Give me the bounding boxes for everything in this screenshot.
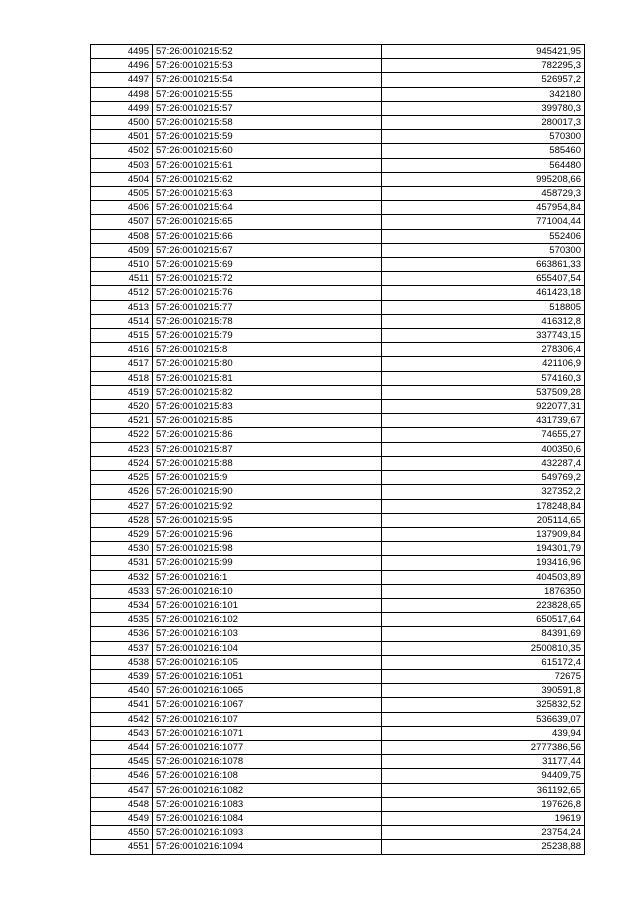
- row-number-cell: 4534: [91, 598, 153, 612]
- cadastral-number-cell: 57:26:0010216:104: [153, 641, 382, 655]
- cadastral-number-cell: 57:26:0010215:8: [153, 343, 382, 357]
- table-row: [91, 684, 585, 698]
- table-row: [91, 300, 585, 314]
- table-row: [91, 797, 585, 811]
- value-cell: 549769,2: [382, 471, 585, 485]
- value-cell: 337743,15: [382, 329, 585, 343]
- cadastral-number-cell: 57:26:0010215:67: [153, 243, 382, 257]
- cadastral-number-cell: 57:26:0010215:64: [153, 201, 382, 215]
- row-number-cell: 4520: [91, 400, 153, 414]
- table-row: [91, 769, 585, 783]
- table-row: [91, 329, 585, 343]
- value-cell: 193416,96: [382, 556, 585, 570]
- value-cell: 137909,84: [382, 527, 585, 541]
- row-number-cell: 4513: [91, 300, 153, 314]
- cadastral-number-cell: 57:26:0010215:87: [153, 442, 382, 456]
- cadastral-number-cell: 57:26:0010215:79: [153, 329, 382, 343]
- value-cell: 570300: [382, 130, 585, 144]
- value-cell: 564480: [382, 158, 585, 172]
- table-row: [91, 499, 585, 513]
- value-cell: 536639,07: [382, 712, 585, 726]
- row-number-cell: 4518: [91, 371, 153, 385]
- row-number-cell: 4516: [91, 343, 153, 357]
- cadastral-number-cell: 57:26:0010215:86: [153, 428, 382, 442]
- row-number-cell: 4522: [91, 428, 153, 442]
- table-row: [91, 712, 585, 726]
- table-row: [91, 385, 585, 399]
- value-cell: 431739,67: [382, 414, 585, 428]
- table-row: [91, 272, 585, 286]
- cadastral-number-cell: 57:26:0010215:66: [153, 229, 382, 243]
- table-row: [91, 755, 585, 769]
- row-number-cell: 4511: [91, 272, 153, 286]
- table-row: [91, 698, 585, 712]
- cadastral-number-cell: 57:26:0010215:82: [153, 385, 382, 399]
- value-cell: 223828,65: [382, 598, 585, 612]
- value-cell: 518805: [382, 300, 585, 314]
- value-cell: 2777386,56: [382, 740, 585, 754]
- cadastral-number-cell: 57:26:0010215:76: [153, 286, 382, 300]
- cadastral-number-cell: 57:26:0010215:57: [153, 101, 382, 115]
- value-cell: 922077,31: [382, 400, 585, 414]
- table-row: [91, 726, 585, 740]
- table-row: [91, 172, 585, 186]
- cadastral-number-cell: 57:26:0010215:52: [153, 45, 382, 59]
- table-row: [91, 314, 585, 328]
- row-number-cell: 4517: [91, 357, 153, 371]
- row-number-cell: 4547: [91, 783, 153, 797]
- cadastral-number-cell: 57:26:0010215:80: [153, 357, 382, 371]
- row-number-cell: 4543: [91, 726, 153, 740]
- row-number-cell: 4509: [91, 243, 153, 257]
- table-row: [91, 570, 585, 584]
- cadastral-number-cell: 57:26:0010216:1067: [153, 698, 382, 712]
- table-row: [91, 826, 585, 840]
- value-cell: 31177,44: [382, 755, 585, 769]
- cadastral-number-cell: 57:26:0010215:62: [153, 172, 382, 186]
- value-cell: 325832,52: [382, 698, 585, 712]
- row-number-cell: 4514: [91, 314, 153, 328]
- value-cell: 439,94: [382, 726, 585, 740]
- cadastral-number-cell: 57:26:0010215:65: [153, 215, 382, 229]
- value-cell: 404503,89: [382, 570, 585, 584]
- row-number-cell: 4503: [91, 158, 153, 172]
- row-number-cell: 4544: [91, 740, 153, 754]
- row-number-cell: 4526: [91, 485, 153, 499]
- table-row: [91, 613, 585, 627]
- cadastral-number-cell: 57:26:0010216:10: [153, 584, 382, 598]
- value-cell: 416312,8: [382, 314, 585, 328]
- table-row: [91, 740, 585, 754]
- row-number-cell: 4549: [91, 811, 153, 825]
- value-cell: 461423,18: [382, 286, 585, 300]
- value-cell: 782295,3: [382, 59, 585, 73]
- value-cell: 197626,8: [382, 797, 585, 811]
- row-number-cell: 4528: [91, 513, 153, 527]
- table-row: [91, 783, 585, 797]
- cadastral-number-cell: 57:26:0010216:1082: [153, 783, 382, 797]
- table-row: [91, 400, 585, 414]
- cadastral-number-cell: 57:26:0010215:63: [153, 187, 382, 201]
- row-number-cell: 4550: [91, 826, 153, 840]
- table-row: [91, 627, 585, 641]
- row-number-cell: 4501: [91, 130, 153, 144]
- row-number-cell: 4536: [91, 627, 153, 641]
- cadastral-number-cell: 57:26:0010215:88: [153, 456, 382, 470]
- table-body: [91, 45, 585, 855]
- table-row: [91, 414, 585, 428]
- value-cell: 94409,75: [382, 769, 585, 783]
- row-number-cell: 4499: [91, 101, 153, 115]
- cadastral-number-cell: 57:26:0010216:101: [153, 598, 382, 612]
- row-number-cell: 4529: [91, 527, 153, 541]
- value-cell: 72675: [382, 669, 585, 683]
- cadastral-number-cell: 57:26:0010215:99: [153, 556, 382, 570]
- cadastral-number-cell: 57:26:0010216:1077: [153, 740, 382, 754]
- value-cell: 2500810,35: [382, 641, 585, 655]
- row-number-cell: 4505: [91, 187, 153, 201]
- row-number-cell: 4515: [91, 329, 153, 343]
- value-cell: 650517,64: [382, 613, 585, 627]
- cadastral-number-cell: 57:26:0010216:103: [153, 627, 382, 641]
- row-number-cell: 4539: [91, 669, 153, 683]
- cadastral-number-cell: 57:26:0010215:96: [153, 527, 382, 541]
- value-cell: 574160,3: [382, 371, 585, 385]
- table-row: [91, 158, 585, 172]
- row-number-cell: 4523: [91, 442, 153, 456]
- value-cell: 552406: [382, 229, 585, 243]
- table-row: [91, 229, 585, 243]
- value-cell: 390591,8: [382, 684, 585, 698]
- row-number-cell: 4508: [91, 229, 153, 243]
- cadastral-number-cell: 57:26:0010216:107: [153, 712, 382, 726]
- table-row: [91, 598, 585, 612]
- value-cell: 655407,54: [382, 272, 585, 286]
- value-cell: 663861,33: [382, 258, 585, 272]
- table-row: [91, 187, 585, 201]
- table-row: [91, 201, 585, 215]
- row-number-cell: 4521: [91, 414, 153, 428]
- row-number-cell: 4496: [91, 59, 153, 73]
- row-number-cell: 4498: [91, 87, 153, 101]
- value-cell: 399780,3: [382, 101, 585, 115]
- cadastral-number-cell: 57:26:0010215:58: [153, 116, 382, 130]
- table-row: [91, 243, 585, 257]
- value-cell: 205114,65: [382, 513, 585, 527]
- table-row: [91, 371, 585, 385]
- table-row: [91, 513, 585, 527]
- table-row: [91, 556, 585, 570]
- table-row: [91, 357, 585, 371]
- cadastral-number-cell: 57:26:0010216:1078: [153, 755, 382, 769]
- value-cell: 421106,9: [382, 357, 585, 371]
- cadastral-number-cell: 57:26:0010216:108: [153, 769, 382, 783]
- cadastral-number-cell: 57:26:0010215:95: [153, 513, 382, 527]
- cadastral-number-cell: 57:26:0010216:1083: [153, 797, 382, 811]
- cadastral-number-cell: 57:26:0010215:78: [153, 314, 382, 328]
- cadastral-number-cell: 57:26:0010215:85: [153, 414, 382, 428]
- row-number-cell: 4510: [91, 258, 153, 272]
- cadastral-number-cell: 57:26:0010215:60: [153, 144, 382, 158]
- value-cell: 84391,69: [382, 627, 585, 641]
- row-number-cell: 4506: [91, 201, 153, 215]
- row-number-cell: 4507: [91, 215, 153, 229]
- table-row: [91, 87, 585, 101]
- cadastral-number-cell: 57:26:0010216:1051: [153, 669, 382, 683]
- cadastral-number-cell: 57:26:0010215:61: [153, 158, 382, 172]
- cadastral-number-cell: 57:26:0010215:98: [153, 542, 382, 556]
- table-row: [91, 641, 585, 655]
- value-cell: 432287,4: [382, 456, 585, 470]
- value-cell: 945421,95: [382, 45, 585, 59]
- table-row: [91, 101, 585, 115]
- table-row: [91, 428, 585, 442]
- row-number-cell: 4533: [91, 584, 153, 598]
- row-number-cell: 4537: [91, 641, 153, 655]
- table-row: [91, 471, 585, 485]
- value-cell: 526957,2: [382, 73, 585, 87]
- value-cell: 615172,4: [382, 655, 585, 669]
- table-row: [91, 130, 585, 144]
- cadastral-number-cell: 57:26:0010216:1: [153, 570, 382, 584]
- value-cell: 995208,66: [382, 172, 585, 186]
- table-row: [91, 527, 585, 541]
- value-cell: 342180: [382, 87, 585, 101]
- cadastral-number-cell: 57:26:0010215:83: [153, 400, 382, 414]
- value-cell: 1876350: [382, 584, 585, 598]
- row-number-cell: 4497: [91, 73, 153, 87]
- row-number-cell: 4519: [91, 385, 153, 399]
- row-number-cell: 4500: [91, 116, 153, 130]
- value-cell: 23754,24: [382, 826, 585, 840]
- value-cell: 278306,4: [382, 343, 585, 357]
- table-row: [91, 258, 585, 272]
- cadastral-number-cell: 57:26:0010215:53: [153, 59, 382, 73]
- cadastral-number-cell: 57:26:0010216:1065: [153, 684, 382, 698]
- row-number-cell: 4551: [91, 840, 153, 854]
- table-row: [91, 59, 585, 73]
- table-row: [91, 215, 585, 229]
- cadastral-number-cell: 57:26:0010216:1094: [153, 840, 382, 854]
- table-row: [91, 669, 585, 683]
- cadastral-number-cell: 57:26:0010215:9: [153, 471, 382, 485]
- cadastral-number-cell: 57:26:0010216:1071: [153, 726, 382, 740]
- cadastral-number-cell: 57:26:0010216:1093: [153, 826, 382, 840]
- cadastral-number-cell: 57:26:0010216:102: [153, 613, 382, 627]
- table-row: [91, 840, 585, 854]
- cadastral-number-cell: 57:26:0010215:54: [153, 73, 382, 87]
- row-number-cell: 4538: [91, 655, 153, 669]
- table-row: [91, 442, 585, 456]
- cadastral-value-table: [90, 44, 585, 855]
- value-cell: 194301,79: [382, 542, 585, 556]
- table-row: [91, 343, 585, 357]
- row-number-cell: 4504: [91, 172, 153, 186]
- table-row: [91, 811, 585, 825]
- value-cell: 457954,84: [382, 201, 585, 215]
- row-number-cell: 4495: [91, 45, 153, 59]
- value-cell: 458729,3: [382, 187, 585, 201]
- table-row: [91, 655, 585, 669]
- cadastral-number-cell: 57:26:0010216:1084: [153, 811, 382, 825]
- value-cell: 280017,3: [382, 116, 585, 130]
- cadastral-number-cell: 57:26:0010215:90: [153, 485, 382, 499]
- table-row: [91, 456, 585, 470]
- cadastral-number-cell: 57:26:0010215:59: [153, 130, 382, 144]
- value-cell: 537509,28: [382, 385, 585, 399]
- row-number-cell: 4527: [91, 499, 153, 513]
- row-number-cell: 4512: [91, 286, 153, 300]
- cadastral-number-cell: 57:26:0010215:72: [153, 272, 382, 286]
- row-number-cell: 4535: [91, 613, 153, 627]
- row-number-cell: 4542: [91, 712, 153, 726]
- value-cell: 361192,65: [382, 783, 585, 797]
- row-number-cell: 4546: [91, 769, 153, 783]
- row-number-cell: 4502: [91, 144, 153, 158]
- row-number-cell: 4524: [91, 456, 153, 470]
- table-row: [91, 542, 585, 556]
- cadastral-number-cell: 57:26:0010216:105: [153, 655, 382, 669]
- value-cell: 74655,27: [382, 428, 585, 442]
- value-cell: 570300: [382, 243, 585, 257]
- table-row: [91, 73, 585, 87]
- table-row: [91, 45, 585, 59]
- row-number-cell: 4541: [91, 698, 153, 712]
- row-number-cell: 4531: [91, 556, 153, 570]
- cadastral-number-cell: 57:26:0010215:55: [153, 87, 382, 101]
- value-cell: 19619: [382, 811, 585, 825]
- cadastral-number-cell: 57:26:0010215:81: [153, 371, 382, 385]
- row-number-cell: 4525: [91, 471, 153, 485]
- value-cell: 400350,6: [382, 442, 585, 456]
- value-cell: 327352,2: [382, 485, 585, 499]
- cadastral-number-cell: 57:26:0010215:69: [153, 258, 382, 272]
- table-row: [91, 584, 585, 598]
- table-row: [91, 485, 585, 499]
- cadastral-number-cell: 57:26:0010215:77: [153, 300, 382, 314]
- table-row: [91, 286, 585, 300]
- value-cell: 771004,44: [382, 215, 585, 229]
- row-number-cell: 4548: [91, 797, 153, 811]
- table-row: [91, 116, 585, 130]
- row-number-cell: 4540: [91, 684, 153, 698]
- cadastral-number-cell: 57:26:0010215:92: [153, 499, 382, 513]
- value-cell: 585460: [382, 144, 585, 158]
- row-number-cell: 4532: [91, 570, 153, 584]
- row-number-cell: 4530: [91, 542, 153, 556]
- value-cell: 25238,88: [382, 840, 585, 854]
- table-row: [91, 144, 585, 158]
- row-number-cell: 4545: [91, 755, 153, 769]
- value-cell: 178248,84: [382, 499, 585, 513]
